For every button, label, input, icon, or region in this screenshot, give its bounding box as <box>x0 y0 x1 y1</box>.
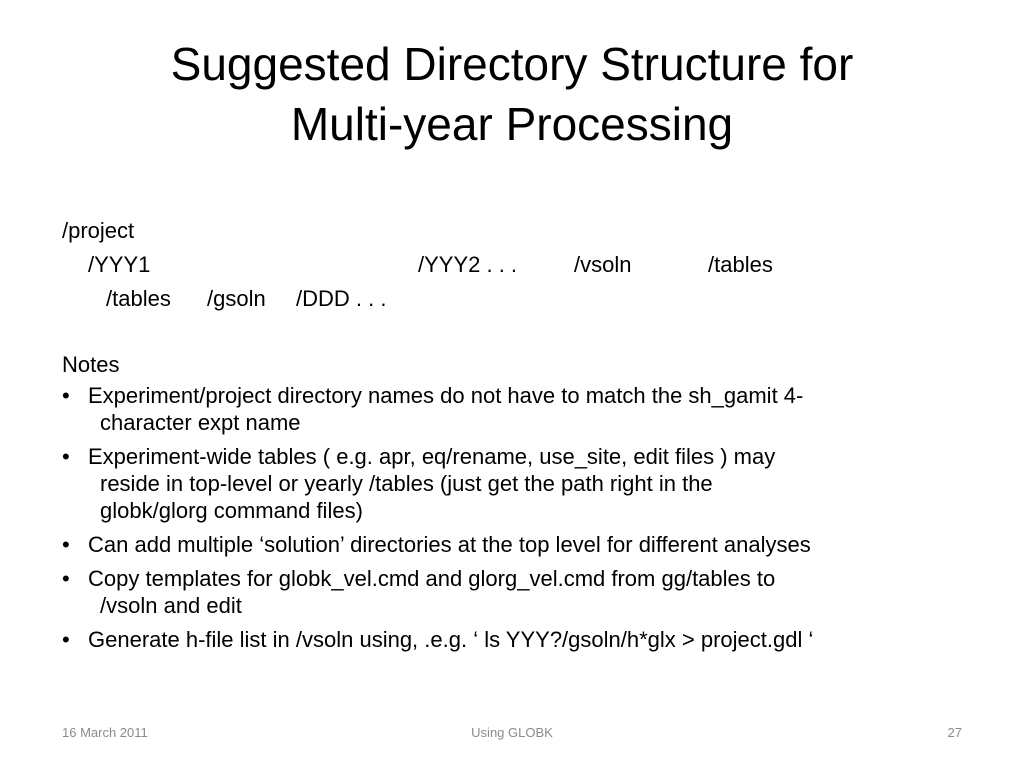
directory-sub-gsoln: /gsoln <box>207 286 266 311</box>
notes-heading: Notes <box>62 352 120 377</box>
footer-title: Using GLOBK <box>471 725 553 740</box>
bullet-icon: • <box>62 627 70 652</box>
notes-list <box>62 382 982 653</box>
list-item <box>62 531 982 558</box>
slide-title-line-2: Multi-year Processing <box>290 98 734 150</box>
directory-root: /project <box>62 218 135 243</box>
note-line: Copy templates for globk_vel.cmd and glorg_vel.cmd from gg/tables to <box>88 566 776 591</box>
bullet-icon: • <box>62 532 70 557</box>
note-line: Experiment-wide tables ( e.g. apr, eq/rename, use_site, edit files ) may <box>88 444 776 469</box>
note-line: Generate h-file list in /vsoln using, .e.g. ‘ ls YYY?/gsoln/h*glx > project.gdl ‘ <box>88 627 814 652</box>
directory-yyy2: /YYY2 . . . <box>418 252 518 277</box>
note-line: /vsoln and edit <box>100 593 242 618</box>
directory-vsoln: /vsoln <box>574 252 632 277</box>
note-line: Can add multiple ‘solution’ directories at the top level for different analyses <box>88 532 811 557</box>
note-line: globk/glorg command files) <box>100 498 363 523</box>
list-item <box>62 382 982 436</box>
directory-level1-line <box>62 248 982 282</box>
list-item <box>62 565 982 619</box>
directory-sub-ddd: /DDD . . . <box>296 286 387 311</box>
directory-root-line <box>62 214 982 248</box>
list-item <box>62 626 982 653</box>
list-item <box>62 443 982 524</box>
slide-title <box>60 34 964 154</box>
note-line: Experiment/project directory names do not have to match the sh_gamit 4- <box>88 383 804 408</box>
directory-level2-line <box>62 282 982 316</box>
bullet-icon: • <box>62 444 70 469</box>
directory-sub-tables: /tables <box>106 286 171 311</box>
footer-date: 16 March 2011 <box>62 725 148 740</box>
note-line: character expt name <box>100 410 301 435</box>
note-line: reside in top-level or yearly /tables (just get the path right in the <box>100 471 713 496</box>
directory-yyy1: /YYY1 <box>88 252 151 277</box>
bullet-icon: • <box>62 566 70 591</box>
footer-page-number: 27 <box>947 725 962 740</box>
slide-title-line-1: Suggested Directory Structure for <box>170 38 854 90</box>
slide-body <box>62 214 982 660</box>
bullet-icon: • <box>62 383 70 408</box>
directory-tables: /tables <box>708 252 773 277</box>
